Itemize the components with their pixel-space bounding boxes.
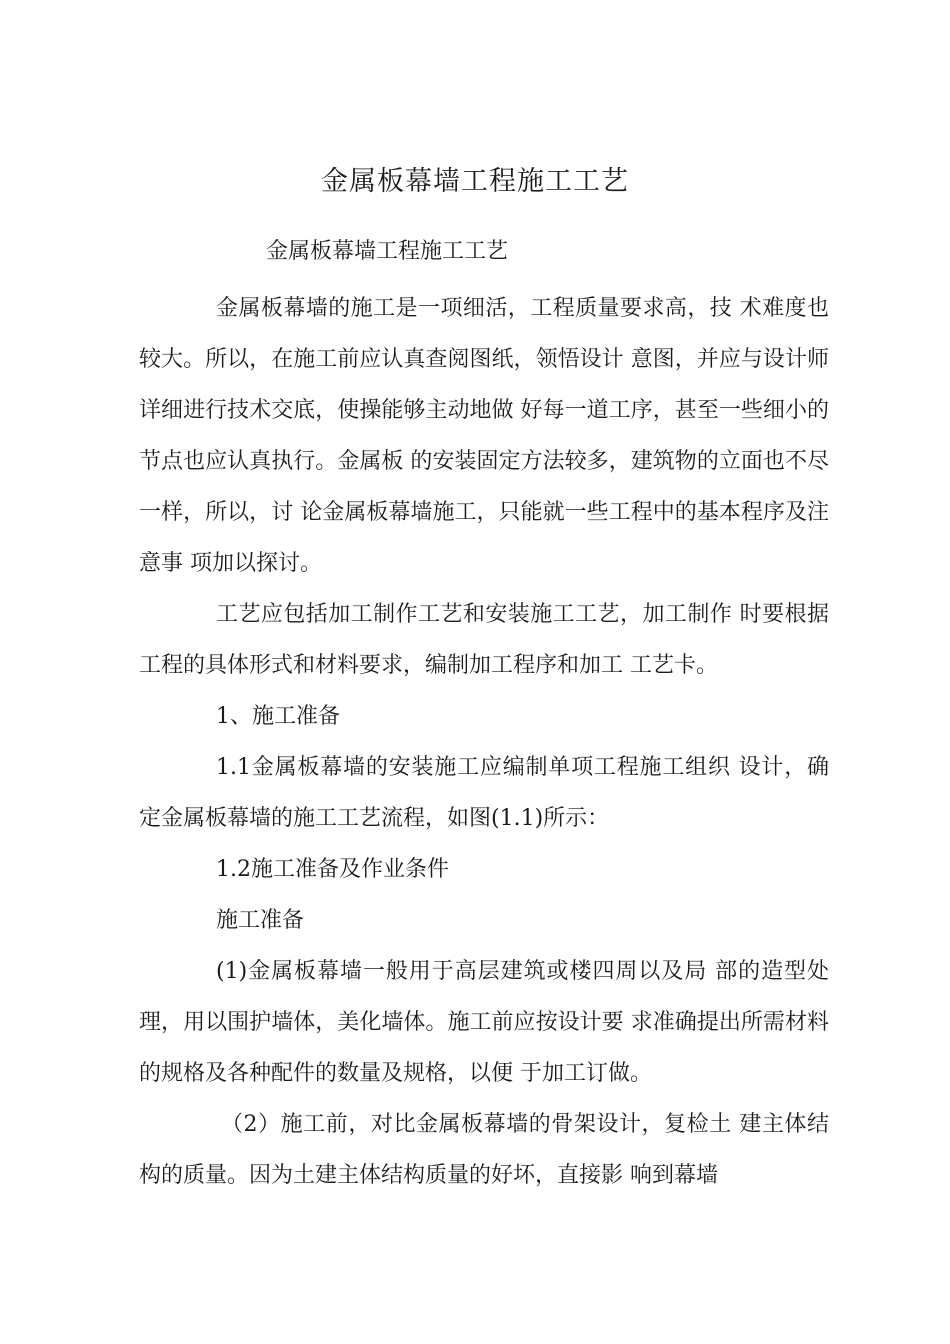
document-body bbox=[139, 283, 829, 1201]
paragraph-item-1: (1)金属板幕墙一般用于高层建筑或楼四周以及局 部的造型处理，用以围护墙体，美化墙体。施工前应按设计要 求准确提出所需材料的规格及各种配件的数量及规格，以便 于加工订做。 bbox=[139, 959, 829, 1086]
section-heading-1-2: 1.2施工准备及作业条件 bbox=[216, 857, 449, 882]
paragraph-intro: 金属板幕墙的施工是一项细活，工程质量要求高，技 术难度也较大。所以，在施工前应认真查阅图纸，领悟设计 意图，并应与设计师详细进行技术交底，使操能够主动地做 好每一道工序，甚至一些细小的节点也应认真执行。金属板 的安装固定方法较多，建筑物的立面也不尽一样，所以，讨 论金属板幕墙施工，只能就一些工程中的基本程序及注意事 项加以探讨。 bbox=[139, 296, 829, 576]
subheading-preparation: 施工准备 bbox=[216, 908, 305, 933]
section-heading-preparation: 1、施工准备 bbox=[216, 704, 340, 729]
document-title: 金属板幕墙工程施工工艺 bbox=[321, 166, 629, 197]
paragraph-item-2: （2）施工前，对比金属板幕墙的骨架设计，复检土 建主体结构的质量。因为土建主体结构质量的好坏，直接影 响到幕墙 bbox=[139, 1112, 829, 1188]
document-subtitle: 金属板幕墙工程施工工艺 bbox=[266, 239, 509, 264]
paragraph-1-1: 1.1金属板幕墙的安装施工应编制单项工程施工组织 设计，确定金属板幕墙的施工工艺流程，如图(1.1)所示： bbox=[139, 755, 829, 831]
paragraph-process: 工艺应包括加工制作工艺和安装施工工艺，加工制作 时要根据工程的具体形式和材料要求，编制加工程序和加工 工艺卡。 bbox=[139, 602, 829, 678]
